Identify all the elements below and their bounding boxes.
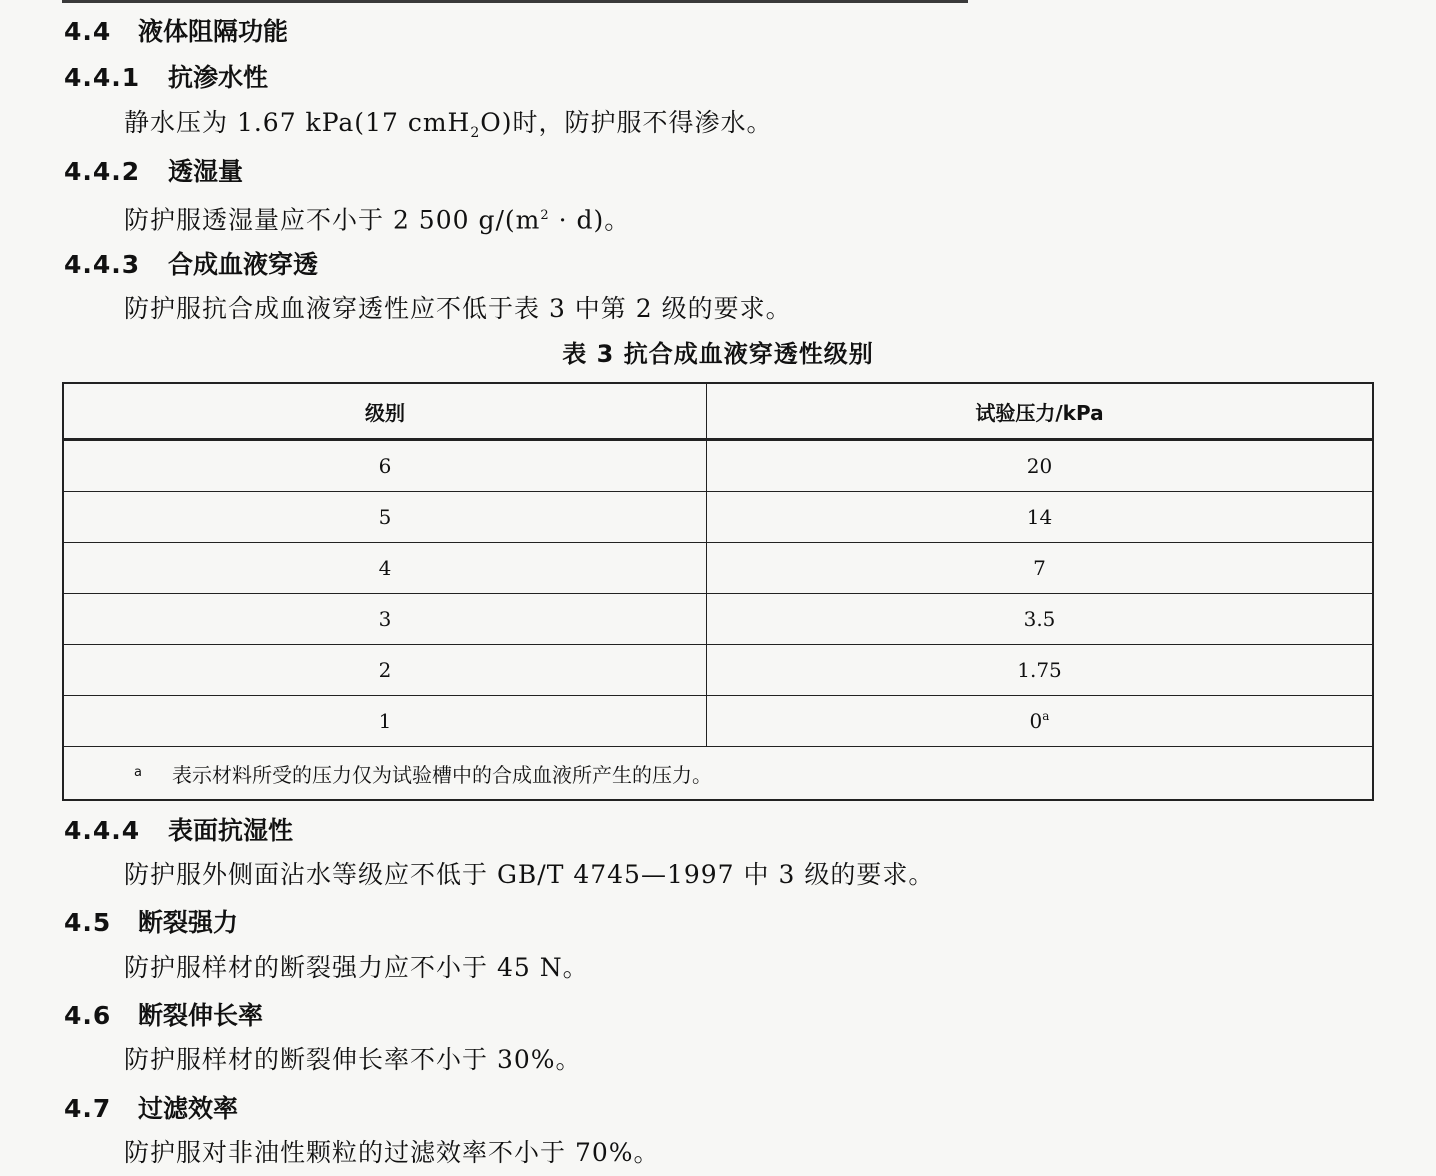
section-number: 4.4.2 xyxy=(64,157,141,186)
section-number: 4.5 xyxy=(64,908,112,937)
heading-4-4-4 xyxy=(64,816,293,846)
table-footnote xyxy=(63,747,1373,801)
section-number: 4.7 xyxy=(64,1094,112,1123)
section-title: 抗渗水性 xyxy=(168,63,269,92)
section-number: 4.4 xyxy=(64,17,112,46)
paragraph-4-4-3: 防护服抗合成血液穿透性应不低于表 3 中第 2 级的要求。 xyxy=(124,294,792,323)
text-part: 防护服透湿量应不小于 2 500 g/(m xyxy=(124,205,541,235)
section-number: 4.4.1 xyxy=(64,63,141,92)
section-title: 表面抗湿性 xyxy=(168,816,294,845)
cell-pressure: 14 xyxy=(707,492,1374,543)
cell-pressure: 20 xyxy=(707,440,1374,492)
section-title: 液体阻隔功能 xyxy=(138,17,289,46)
cell-pressure: 7 xyxy=(707,543,1374,594)
paragraph-4-7: 防护服对非油性颗粒的过滤效率不小于 70%。 xyxy=(124,1138,660,1167)
cell-pressure xyxy=(707,696,1374,747)
table-row xyxy=(63,440,1373,492)
cell-pressure: 3.5 xyxy=(707,594,1374,645)
header-pressure: 试验压力/kPa xyxy=(707,383,1374,440)
section-number: 4.4.4 xyxy=(64,816,141,845)
top-rule xyxy=(62,0,968,3)
text-part: · d)。 xyxy=(549,205,631,235)
paragraph-4-4-1 xyxy=(124,108,773,148)
heading-4-6 xyxy=(64,1001,263,1031)
table-row xyxy=(63,492,1373,543)
paragraph-4-4-4: 防护服外侧面沾水等级应不低于 GB/T 4745—1997 中 3 级的要求。 xyxy=(124,860,935,889)
heading-4-4-3 xyxy=(64,250,318,280)
subscript: 2 xyxy=(470,125,481,141)
cell-level: 5 xyxy=(63,492,707,543)
heading-4-4-1 xyxy=(64,63,268,93)
table-3 xyxy=(62,382,1374,801)
heading-4-5 xyxy=(64,908,238,938)
footnote-text: 表示材料所受的压力仅为试验槽中的合成血液所产生的压力。 xyxy=(171,762,712,787)
heading-4-4 xyxy=(64,17,288,47)
text-part: O)时，防护服不得渗水。 xyxy=(480,108,773,137)
paragraph-4-5: 防护服样材的断裂强力应不小于 45 N。 xyxy=(124,953,589,982)
table-header-row xyxy=(63,383,1373,440)
cell-level: 1 xyxy=(63,696,707,747)
paragraph-4-6: 防护服样材的断裂伸长率不小于 30%。 xyxy=(124,1045,582,1074)
section-title: 透湿量 xyxy=(168,157,244,186)
cell-level: 6 xyxy=(63,440,707,492)
footnote-marker: a xyxy=(1042,709,1050,723)
heading-4-7 xyxy=(64,1094,238,1124)
section-title: 断裂伸长率 xyxy=(138,1001,264,1030)
pressure-value: 0 xyxy=(1029,709,1043,733)
superscript: 2 xyxy=(540,208,550,223)
section-title: 断裂强力 xyxy=(138,908,239,937)
table-row xyxy=(63,645,1373,696)
table-row xyxy=(63,696,1373,747)
cell-level: 4 xyxy=(63,543,707,594)
table-row xyxy=(63,594,1373,645)
cell-pressure: 1.75 xyxy=(707,645,1374,696)
footnote-marker: a xyxy=(134,764,142,780)
cell-level: 2 xyxy=(63,645,707,696)
section-number: 4.6 xyxy=(64,1001,112,1030)
section-title: 合成血液穿透 xyxy=(168,250,319,279)
section-number: 4.4.3 xyxy=(64,250,141,279)
table-footnote-row xyxy=(63,747,1373,801)
table-caption: 表 3 抗合成血液穿透性级别 xyxy=(562,340,874,368)
cell-level: 3 xyxy=(63,594,707,645)
section-title: 过滤效率 xyxy=(138,1094,239,1123)
paragraph-4-4-2 xyxy=(124,201,630,235)
header-level: 级别 xyxy=(63,383,707,440)
table-row xyxy=(63,543,1373,594)
text-part: 静水压为 1.67 kPa(17 cmH xyxy=(124,108,471,137)
heading-4-4-2 xyxy=(64,157,243,187)
